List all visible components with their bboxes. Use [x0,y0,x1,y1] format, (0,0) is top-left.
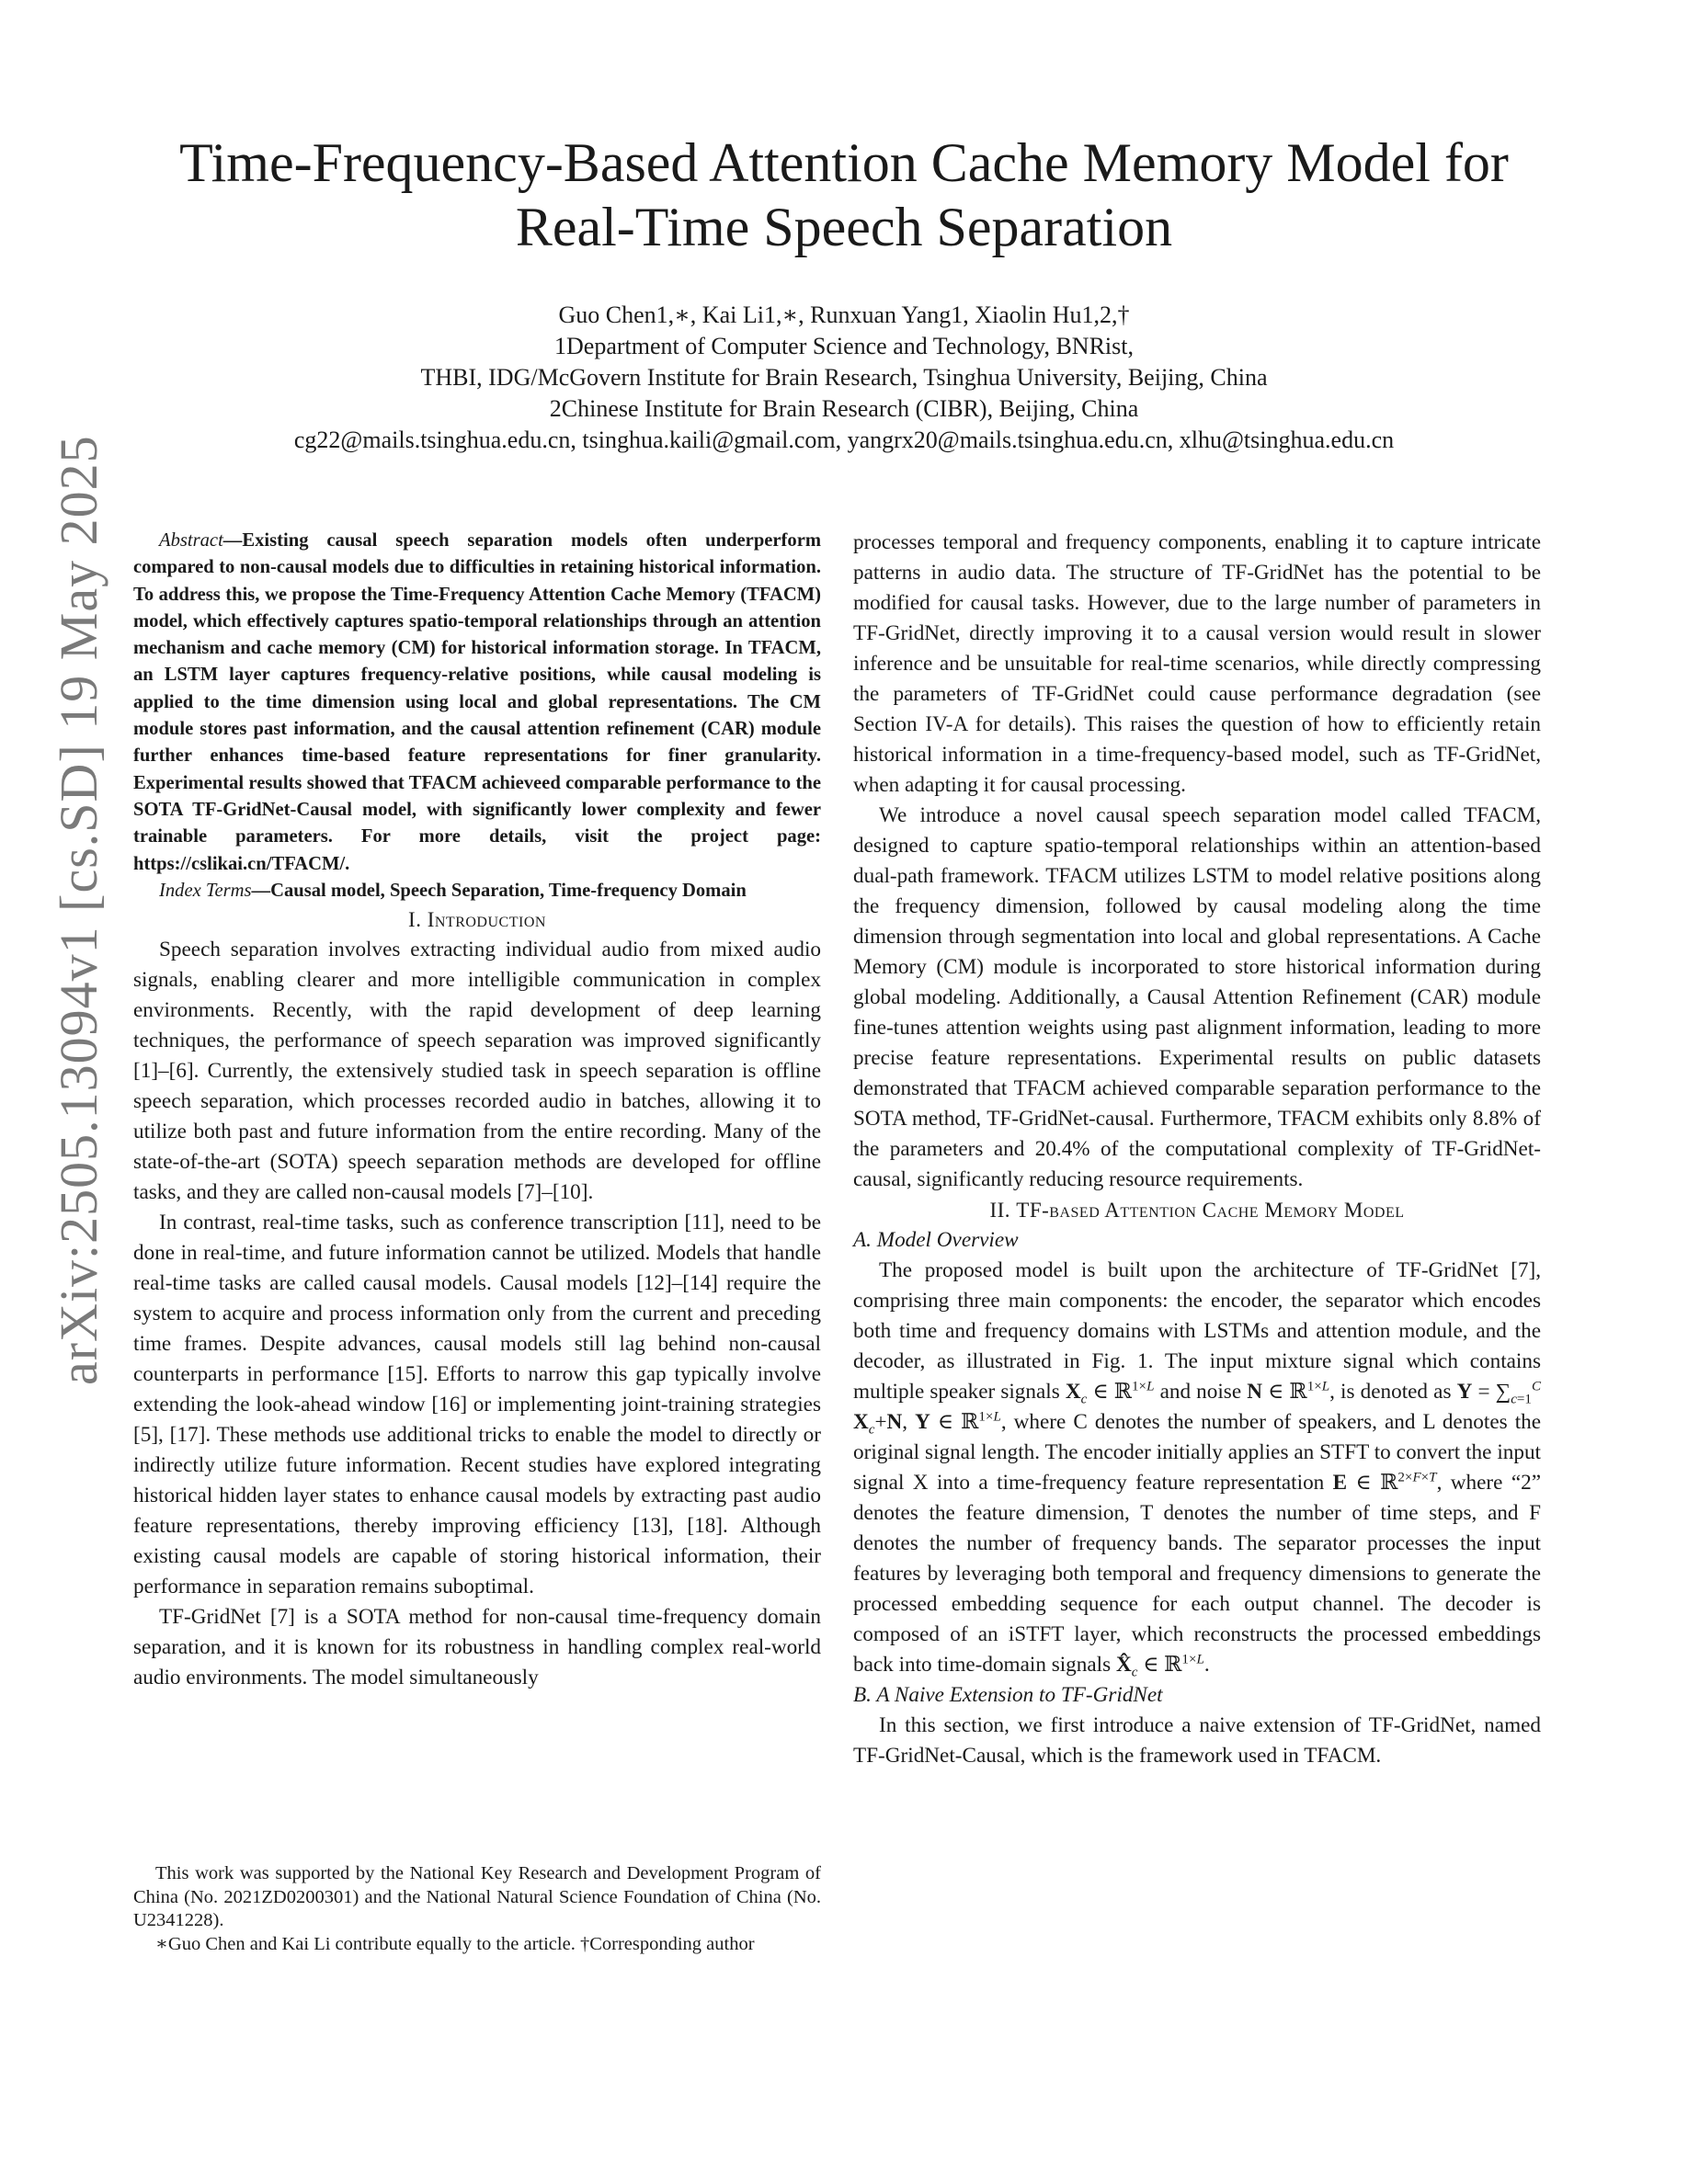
right-paragraph-2: We introduce a novel causal speech separation model called TFACM, designed to capture spatio-temporal relationships within an attention-based dual-path framework. TFACM utilizes LSTM to model relative positions along the frequency dimension, followed by causal modeling along the time dimension through segmentation into local and global representations. A Cache Memory (CM) module is incorporated to store historical information during global modeling. Additionally, a Causal Attention Refinement (CAR) module fine-tunes attention weights using past alignment information, leading to more precise feature representations. Experimental results on public datasets demonstrated that TFACM achieved comparable separation performance to the SOTA method, TF-GridNet-causal. Furthermore, TFACM exhibits only 8.8% of the parameters and 20.4% of the computational complexity of TF-GridNet-causal, significantly reducing resource requirements. [853,803,1541,1191]
footnote-contrib: ∗Guo Chen and Kai Li contribute equally to the article. †Corresponding author [155,1933,755,1954]
affiliation-2: 2Chinese Institute for Brain Research (CIBR), Beijing, China [549,395,1139,422]
section-1-heading: I. Introduction [408,908,546,932]
abstract [133,528,821,878]
affiliation-1: 1Department of Computer Science and Technology, BNRist, [554,333,1134,359]
intro-paragraph-3: TF-GridNet [7] is a SOTA method for non-causal time-frequency domain separation, and it is known for its robustness in handling complex real-world audio environments. The model simultaneously [133,1605,821,1690]
abstract-text: —Existing causal speech separation models often underperform compared to non-causal models due to difficulties in retaining historical information. To address this, we propose the Time-Frequency Attention Cache Memory (TFACM) model, which effectively captures spatio-temporal relationships through an attention mechanism and cache memory (CM) for historical information storage. In TFACM, an LSTM layer captures frequency-relative positions, while causal modeling is applied to the time dimension using local and global representations. The CM module stores past information, and the causal attention refinement (CAR) module further enhances time-based feature representations for finer granularity. Experimental results showed that TFACM achieveed comparable performance to the SOTA TF-GridNet-Causal model, with significantly lower complexity and fewer trainable parameters. For more details, visit the project page: https://cslikai.cn/TFACM/. [133,530,821,874]
index-terms [133,878,821,904]
subsection-a-heading: A. Model Overview [853,1228,1019,1252]
paper-title [147,131,1541,259]
title-line-2: Real-Time Speech Separation [515,197,1173,257]
subsection-b-heading: B. A Naive Extension to TF-GridNet [853,1683,1163,1707]
author-emails: cg22@mails.tsinghua.edu.cn, tsinghua.kaili@gmail.com, yangrx20@mails.tsinghua.edu.cn, xlhu@tsinghua.edu.cn [293,427,1395,453]
footnote-funding: This work was supported by the National Key Research and Development Program of China (No. 2021ZD0200301) and the National Natural Science Foundation of China (No. U2341228). [133,1863,821,1930]
index-terms-text: —Causal model, Speech Separation, Time-frequency Domain [251,880,747,901]
model-overview-paragraph: The proposed model is built upon the architecture of TF-GridNet [7], comprising three main components: the encoder, the separator which encodes both time and frequency domains with LSTMs and attention module, and the decoder, as illustrated in Fig. 1. The input mixture signal which contains multiple speaker signals $X_c$ ∈ ℝ$^{1\times L}$ and noise N ∈ ℝ$^{1\times L}$, is denoted as $Y = \sum_{c=1}^C$ $X_c+N$, Y ∈ ℝ$^{1\times L}$, where C denotes the number of speakers, and L denotes the original signal length. The encoder initially applies an STFT to convert the input signal X into a time-frequency feature representation E ∈ ℝ$^{2\times F\times T}$, where “2” denotes the feature dimension, T denotes the number of time steps, and F denotes the number of frequency bands. The separator processes the input features by leveraging both temporal and frequency dimensions to generate the processed embedding sequence for each output channel. The decoder is composed of an iSTFT layer, which reconstructs the processed embeddings back into time-domain signals $X̂_c$ ∈ ℝ$^{1\times L}$. [853,1258,1542,1680]
intro-paragraph-2: In contrast, real-time tasks, such as conference transcription [11], need to be done in real-time, and future information cannot be utilized. Models that handle real-time tasks are called causal models. Causal models [12]–[14] require the system to acquire and process information only from the current and preceding time frames. Despite advances, causal models still lag behind non-causal counterparts in performance [15]. Efforts to narrow this gap typically involve extending the look-ahead window [16] or implementing joint-training strategies [5], [17]. These methods use additional tricks to enable the model to directly or indirectly utilize future information. Recent studies have explored integrating historical hidden layer states to enhance causal models by extracting past audio feature representations, thereby improving efficiency [13], [18]. Although existing causal models are capable of storing historical information, their performance in separation remains suboptimal. [133,1211,821,1599]
affiliation-1b: THBI, IDG/McGovern Institute for Brain Research, Tsinghua University, Beijing, China [420,364,1268,391]
right-column [853,528,1541,1771]
arxiv-sidebar-stamp: arXiv:2505.13094v1 [cs.SD] 19 May 2025 [49,435,108,1385]
abstract-label: Abstract [159,530,223,551]
author-names: Guo Chen1,∗, Kai Li1,∗, Runxuan Yang1, Xiaolin Hu1,2,† [558,301,1130,328]
footnotes [133,1862,821,1956]
intro-paragraph-1: Speech separation involves extracting individual audio from mixed audio signals, enabling clearer and more intelligible communication in complex environments. Recently, with the rapid development of deep learning techniques, the performance of speech separation was improved significantly [1]–[6]. Currently, the extensively studied task in speech separation is offline speech separation, which processes recorded audio in batches, allowing it to utilize both past and future information from the entire recording. Many of the state-of-the-art (SOTA) speech separation methods are developed for offline tasks, and they are called non-causal models [7]–[10]. [133,938,821,1205]
title-line-1: Time-Frequency-Based Attention Cache Memory Model for [179,132,1509,193]
right-paragraph-1: processes temporal and frequency components, enabling it to capture intricate patterns in audio data. The structure of TF-GridNet has the potential to be modified for causal tasks. However, due to the large number of parameters in TF-GridNet, directly improving it to a causal version would result in slower inference and be unsuitable for real-time scenarios, while directly compressing the parameters of TF-GridNet could cause performance degradation (see Section IV-A for details). This raises the question of how to efficiently retain historical information in a time-frequency-based model, such as TF-GridNet, when adapting it for causal processing. [853,530,1541,797]
left-column [133,528,821,1693]
section-2-heading: II. TF-based Attention Cache Memory Model [989,1199,1405,1222]
naive-extension-paragraph: In this section, we first introduce a naive extension of TF-GridNet, named TF-GridNet-Causal, which is the framework used in TFACM. [853,1713,1541,1768]
author-block [147,300,1541,456]
index-terms-label: Index Terms [159,880,252,901]
